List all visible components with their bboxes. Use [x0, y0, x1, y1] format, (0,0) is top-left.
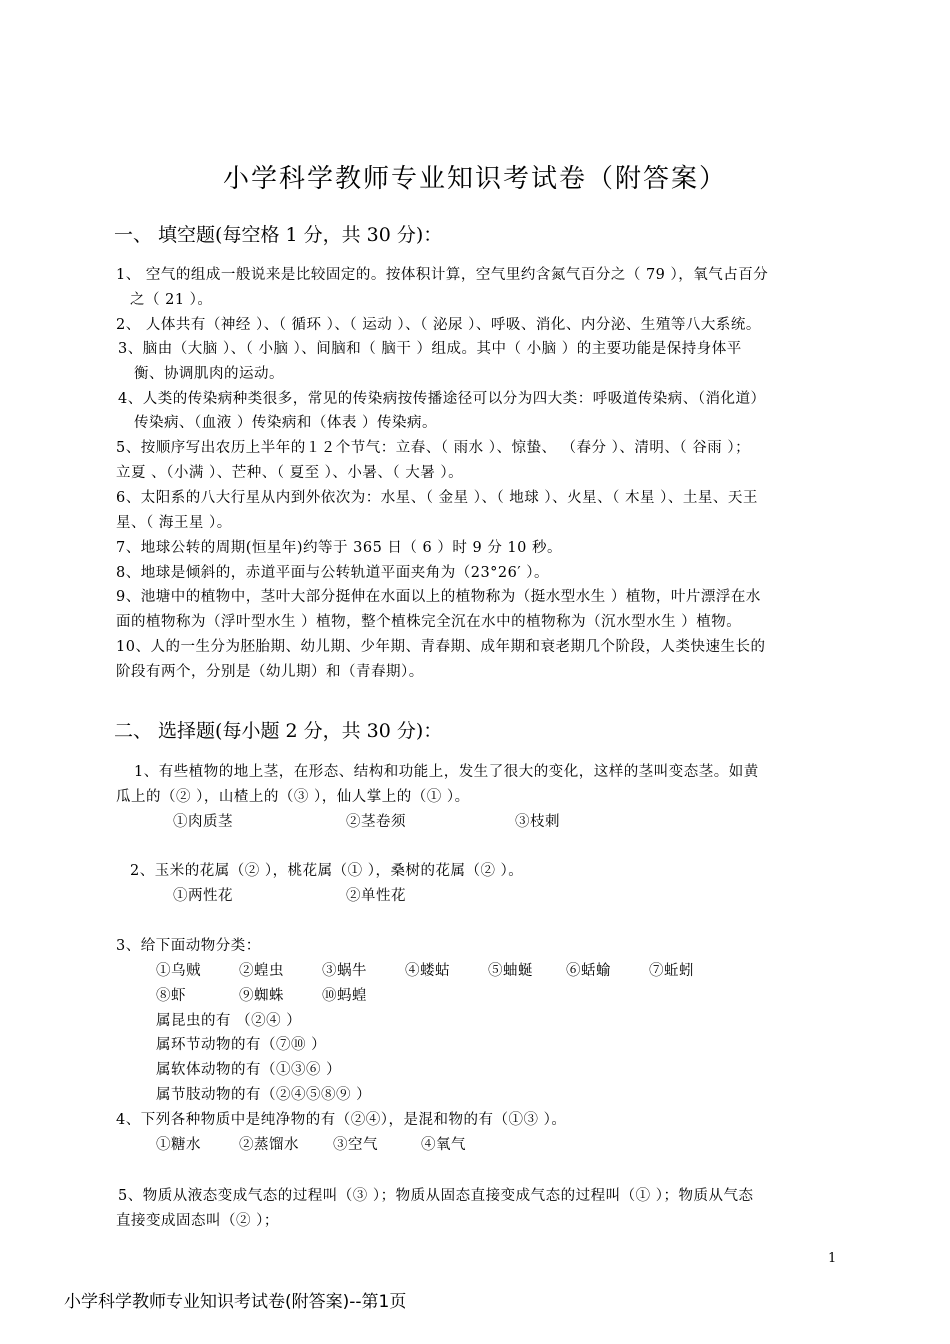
page-number: 1	[828, 1251, 837, 1266]
question-line: 5、按顺序写出农历上半年的１２个节气：立春、（ 雨水 ）、惊蛰、 （春分 ）、清明、（ 谷雨 ）；	[116, 440, 751, 456]
choice-option: ⑥蛞蝓	[566, 963, 611, 979]
question-line: 1、有些植物的地上茎，在形态、结构和功能上，发生了很大的变化，这样的茎叫变态茎。如黄	[134, 764, 759, 780]
choice-option: ②单性花	[346, 888, 406, 904]
question-line: 2、 人体共有（神经 ）、（ 循环 ）、（ 运动 ）、（ 泌尿 ）、呼吸、消化、内分泌、生殖等八大系统。	[116, 317, 761, 333]
choice-option: ①肉质茎	[173, 814, 233, 830]
choice-option: ①乌贼	[156, 963, 201, 979]
choice-option: ④蝼蛄	[405, 963, 450, 979]
choice-option: ①两性花	[173, 888, 233, 904]
choice-option: ②蒸馏水	[239, 1137, 299, 1153]
choice-option: ⑦蚯蚓	[649, 963, 694, 979]
section-heading-fill-blank: 一、 填空题(每空格 1 分，共 30 分)：	[114, 224, 443, 246]
answer-line: 属节肢动物的有（②④⑤⑧⑨ ）	[156, 1087, 372, 1103]
section-heading-multiple-choice: 二、 选择题(每小题 2 分，共 30 分)：	[114, 720, 443, 742]
question-line: 3、给下面动物分类：	[116, 938, 261, 954]
question-line: 5、物质从液态变成气态的过程叫（③ ）；物质从固态直接变成气态的过程叫（① ）；物质从气态	[118, 1188, 754, 1204]
answer-line: 属软体动物的有（①③⑥ ）	[156, 1062, 342, 1078]
question-line: 10、人的一生分为胚胎期、幼儿期、少年期、青春期、成年期和衰老期几个阶段，人类快速生长的	[116, 639, 766, 655]
question-line: 立夏 、（小满 ）、芒种、（ 夏至 ）、小暑、（ 大暑 ）。	[116, 465, 464, 481]
choice-option: ②茎卷须	[346, 814, 406, 830]
choice-option: ①糖水	[156, 1137, 201, 1153]
question-line: 瓜上的（② ），山楂上的（③ ），仙人掌上的（① ）。	[116, 789, 470, 805]
question-line: 2、玉米的花属（② ），桃花属（① ），桑树的花属（② ）。	[130, 863, 524, 879]
choice-option: ⑩蚂蝗	[322, 988, 367, 1004]
choice-option: ③枝刺	[515, 814, 560, 830]
question-line: 8、地球是倾斜的，赤道平面与公转轨道平面夹角为（23°26′ ）。	[116, 565, 550, 581]
question-line: 星、（ 海王星 ）。	[116, 515, 232, 531]
page-title: 小学科学教师专业知识考试卷（附答案）	[222, 164, 727, 194]
question-line: 9、池塘中的植物中，茎叶大部分挺伸在水面以上的植物称为（挺水型水生 ）植物，叶片漂浮在水	[116, 589, 761, 605]
question-line: 直接变成固态叫（② ）；	[116, 1213, 279, 1229]
question-line: 传染病、（血液 ）传染病和（体表 ）传染病。	[134, 415, 437, 431]
choice-option: ⑨蜘蛛	[239, 988, 284, 1004]
page-footer: 小学科学教师专业知识考试卷(附答案)--第1页	[64, 1292, 407, 1312]
choice-option: ③蜗牛	[322, 963, 367, 979]
choice-option: ③空气	[333, 1137, 378, 1153]
question-line: 之（ 21 ）。	[130, 292, 213, 308]
choice-option: ⑧虾	[156, 988, 186, 1004]
question-line: 4、下列各种物质中是纯净物的有（②④），是混和物的有（①③ ）。	[116, 1112, 567, 1128]
answer-line: 属环节动物的有（⑦⑩ ）	[156, 1037, 327, 1053]
question-line: 1、 空气的组成一般说来是比较固定的。按体积计算，空气里约含氮气百分之（ 79 ），氧气占百分	[116, 267, 769, 283]
question-line: 7、地球公转的周期(恒星年)约等于 365 日（ 6 ）时 9 分 10 秒。	[116, 540, 562, 556]
question-line: 阶段有两个，分别是（幼儿期）和（青春期）。	[116, 664, 424, 680]
choice-option: ④氧气	[421, 1137, 466, 1153]
question-line: 4、人类的传染病种类很多，常见的传染病按传播途径可以分为四大类：呼吸道传染病、（消化道）	[118, 391, 766, 407]
choice-option: ②蝗虫	[239, 963, 284, 979]
question-line: 衡、协调肌肉的运动。	[134, 366, 284, 382]
question-line: 3、脑由（大脑 ）、（ 小脑 ）、间脑和（ 脑干 ）组成。其中（ 小脑 ）的主要功能是保持身体平	[118, 341, 742, 357]
answer-line: 属昆虫的有 （②④ ）	[156, 1013, 302, 1029]
question-line: 面的植物称为（浮叶型水生 ）植物，整个植株完全沉在水中的植物称为（沉水型水生 ）植物。	[116, 614, 742, 630]
question-line: 6、太阳系的八大行星从内到外依次为：水星、（ 金星 ）、（ 地球 ）、火星、（ 木星 ）、土星、天王	[116, 490, 758, 506]
choice-option: ⑤蚰蜒	[488, 963, 533, 979]
